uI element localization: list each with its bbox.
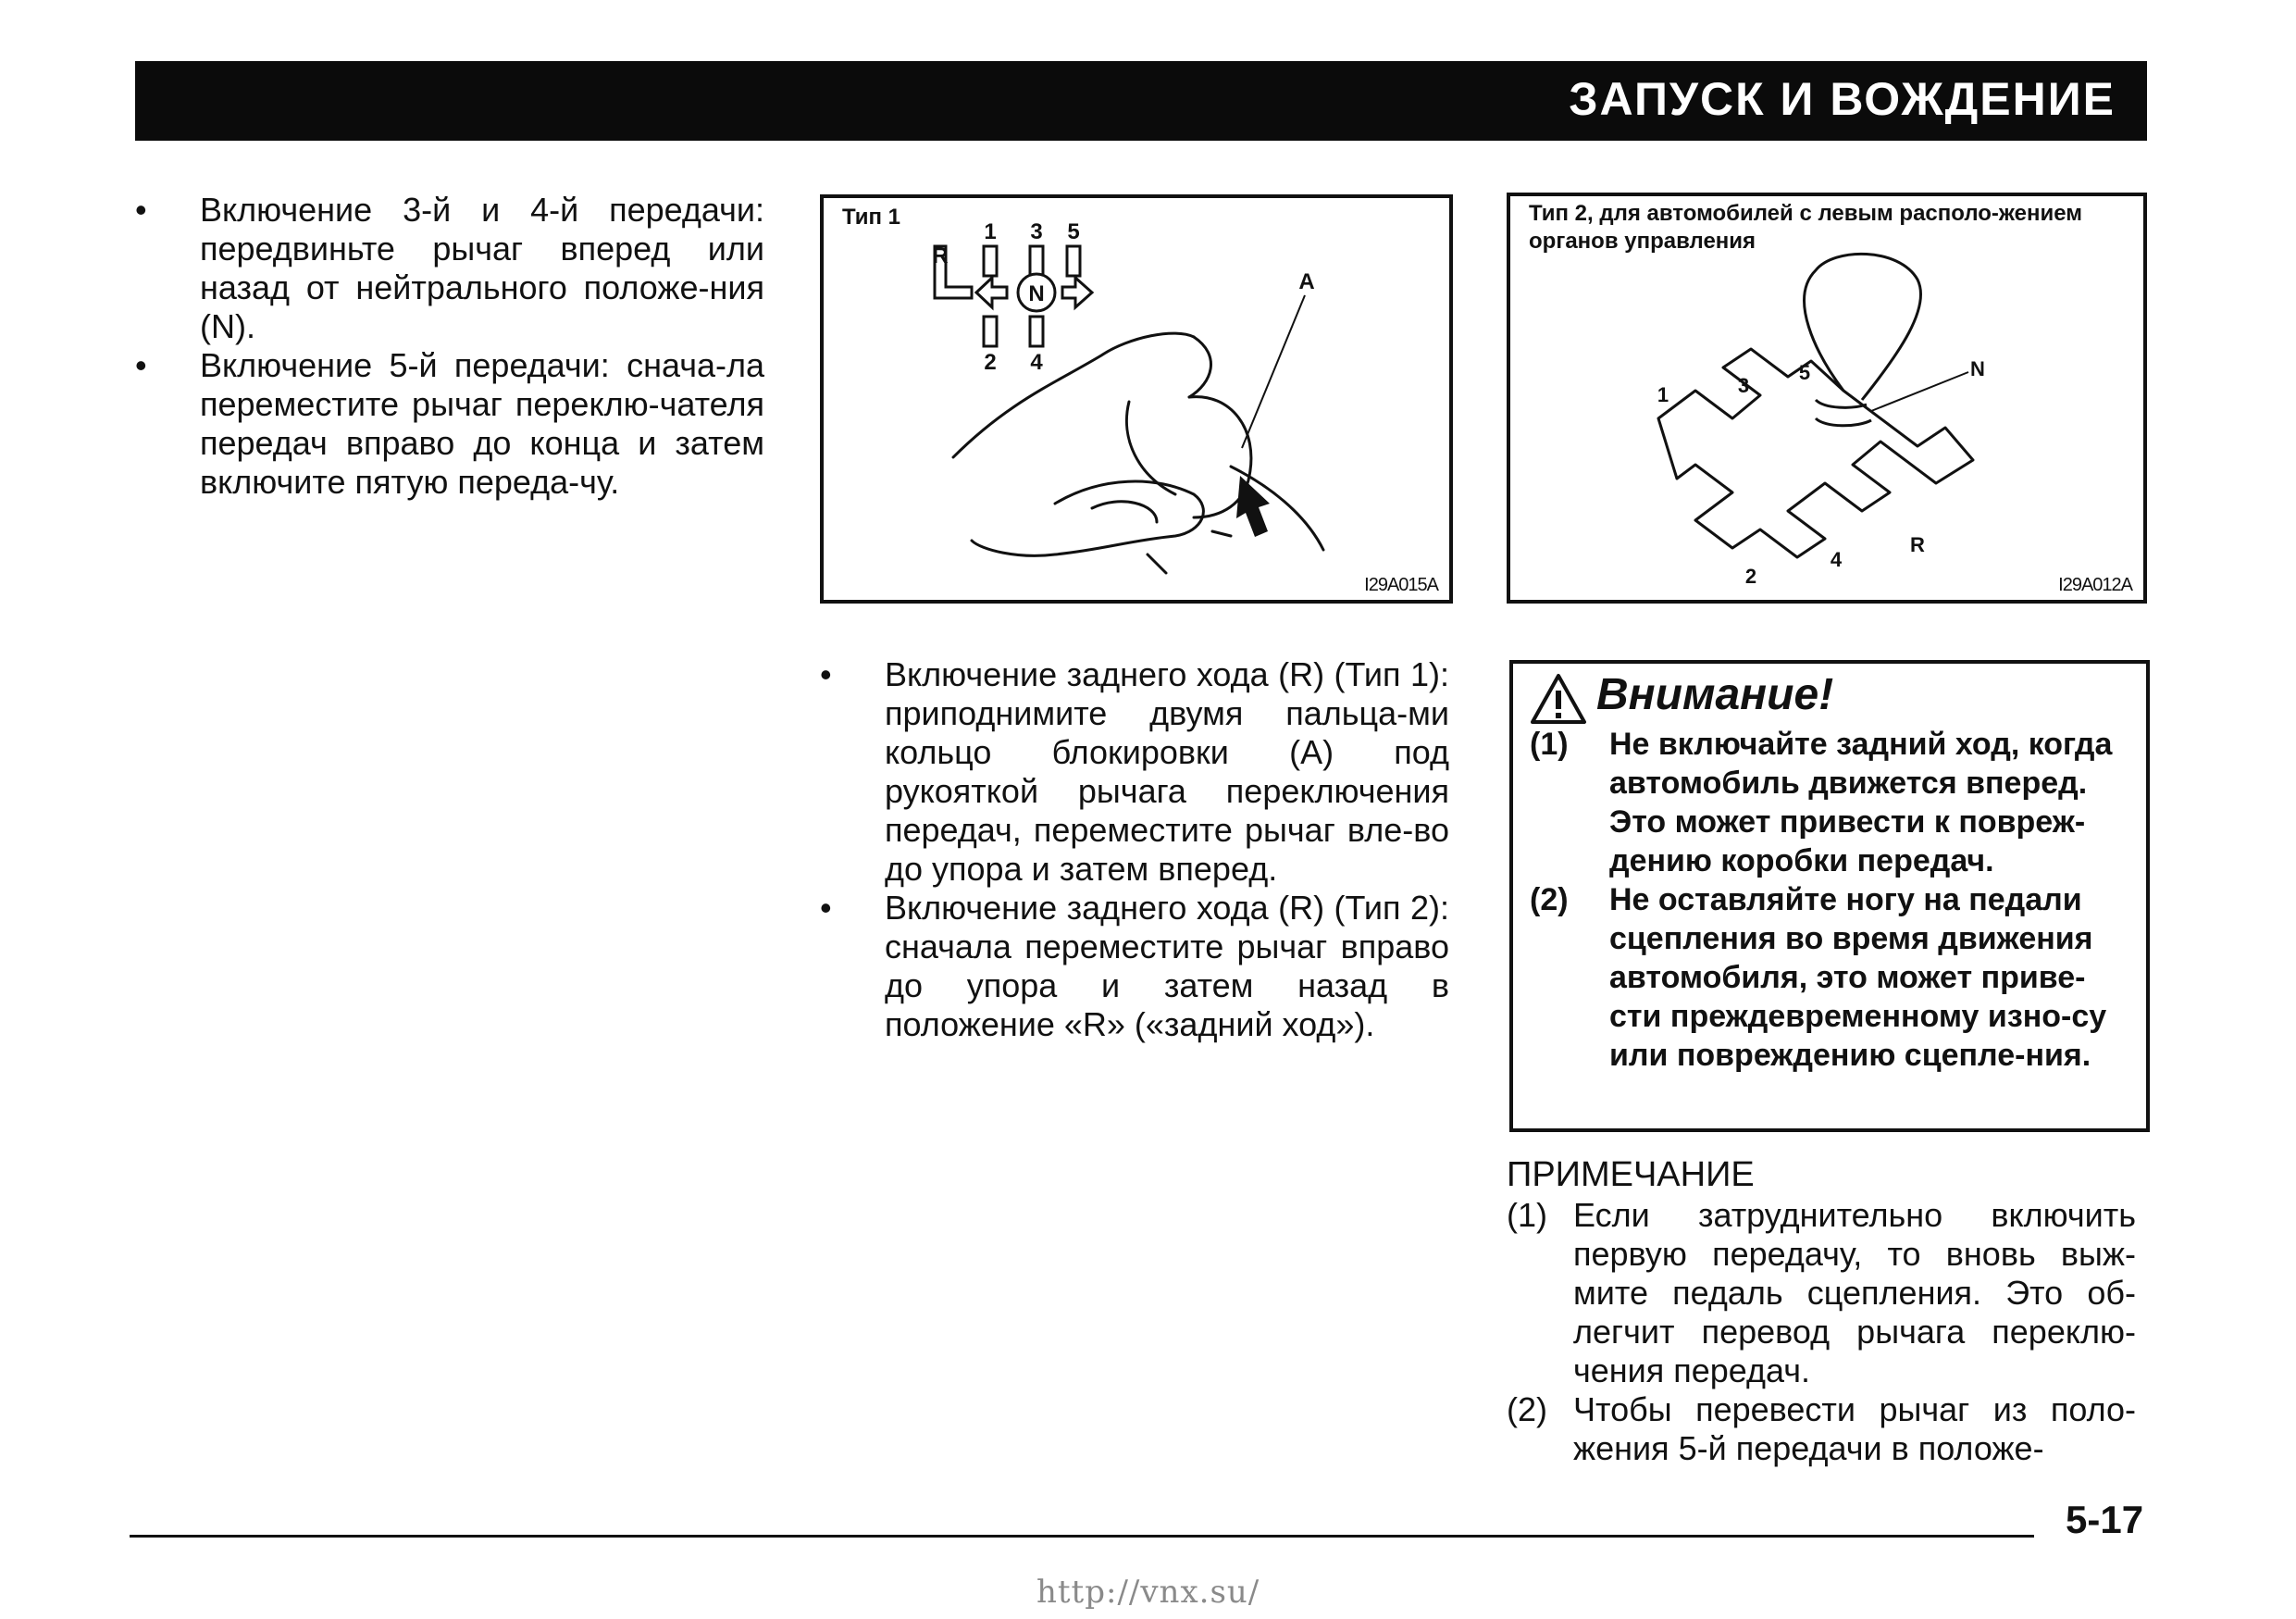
bullet-marker: •: [135, 346, 147, 384]
warning-item-text: Не оставляйте ногу на педали сцепления во время движения автомобиля, это может приве-сти преждевременному изно-су или повреждению сцепле-ния.: [1609, 882, 2107, 1073]
gear-label-3: 3: [1030, 219, 1043, 244]
note-item-text: Чтобы перевести рычаг из поло-жения 5-й передачи в положе-: [1573, 1390, 2136, 1467]
gear-label-3: 3: [1737, 374, 1750, 397]
bullet-marker: •: [820, 889, 832, 927]
footer-rule: [130, 1535, 2034, 1538]
list-item: [820, 655, 1449, 889]
list-item-text: Включение 5-й передачи: снача-ла переместите рычаг переклю-чателя передач вправо до конца и затем включите пятую переда-чу.: [200, 346, 764, 501]
note-section: [1507, 1153, 2136, 1468]
figure-type-1: [820, 194, 1453, 604]
figure-code: I29A012A: [2058, 575, 2132, 595]
watermark-url: http://vnx.su/: [1036, 1574, 1260, 1611]
left-column: [135, 191, 764, 502]
gear-label-neutral: N: [1970, 357, 1985, 380]
gear-label-4: 4: [1830, 548, 1843, 571]
callout-label-a: A: [1298, 269, 1315, 294]
note-item-number: (2): [1507, 1390, 1547, 1428]
note-item-number: (1): [1507, 1196, 1547, 1234]
list-item-text: Включение заднего хода (R) (Тип 1): приподнимите двумя пальца-ми кольцо блокировки (А) под рукояткой рычага переключения передач, переместите рычаг вле-во до упора и затем вперед.: [885, 655, 1449, 888]
warning-item: [1530, 880, 2124, 1075]
warning-item-text: Не включайте задний ход, когда автомобиль движется вперед. Это может привести к повреж-дению коробки передач.: [1609, 727, 2113, 878]
list-item-text: Включение заднего хода (R) (Тип 2): сначала переместите рычаг вправо до упора и затем назад в положение «R» («задний ход»).: [885, 889, 1449, 1043]
list-item: [135, 191, 764, 346]
figure-label: Тип 2, для автомобилей с левым располо-жением органов управления: [1529, 201, 2082, 254]
note-item-text: Если затруднительно включить первую передачу, то вновь выж-мите педаль сцепления. Это об-легчит перевод рычага переклю-чения передач.: [1573, 1196, 2136, 1389]
warning-box: [1509, 660, 2150, 1132]
gear-label-2: 2: [1744, 565, 1757, 588]
list-item: [135, 346, 764, 502]
note-title: ПРИМЕЧАНИЕ: [1507, 1155, 1755, 1194]
note-item: [1507, 1390, 2136, 1468]
warning-item-number: (1): [1530, 727, 1569, 762]
warning-title: Внимание!: [1596, 670, 1834, 719]
middle-column: [820, 655, 1449, 1044]
list-item: [820, 889, 1449, 1044]
header-bar: [135, 61, 2147, 141]
gear-label-4: 4: [1030, 350, 1043, 375]
section-title: ЗАПУСК И ВОЖДЕНИЕ: [1569, 73, 2116, 125]
warning-triangle-icon: [1530, 673, 1587, 725]
gear-label-5: 5: [1067, 219, 1080, 244]
gear-lever-hand-illustration: [824, 198, 1449, 600]
bullet-marker: •: [135, 191, 147, 229]
gear-label-1: 1: [1657, 383, 1669, 406]
gear-label-reverse: R: [932, 243, 949, 268]
figure-code: I29A015A: [1364, 575, 1438, 595]
list-item-text: Включение 3-й и 4-й передачи: передвиньте рычаг вперед или назад от нейтрального положе-ния (N).: [200, 191, 764, 345]
warning-list: [1530, 725, 2124, 1075]
figure-type-2: [1507, 193, 2147, 604]
gear-label-5: 5: [1798, 361, 1811, 384]
bullet-marker: •: [820, 655, 832, 693]
gear-label-2: 2: [984, 350, 997, 375]
gear-label-neutral: N: [1028, 281, 1045, 306]
gear-label-1: 1: [984, 219, 997, 244]
warning-item: [1530, 725, 2124, 880]
shift-pattern-illustration: [1510, 196, 2143, 600]
warning-item-number: (2): [1530, 882, 1569, 917]
gear-label-reverse: R: [1910, 533, 1925, 556]
page-number: 5-17: [2066, 1498, 2144, 1541]
figure-label: Тип 1: [842, 205, 901, 230]
note-item: [1507, 1196, 2136, 1390]
